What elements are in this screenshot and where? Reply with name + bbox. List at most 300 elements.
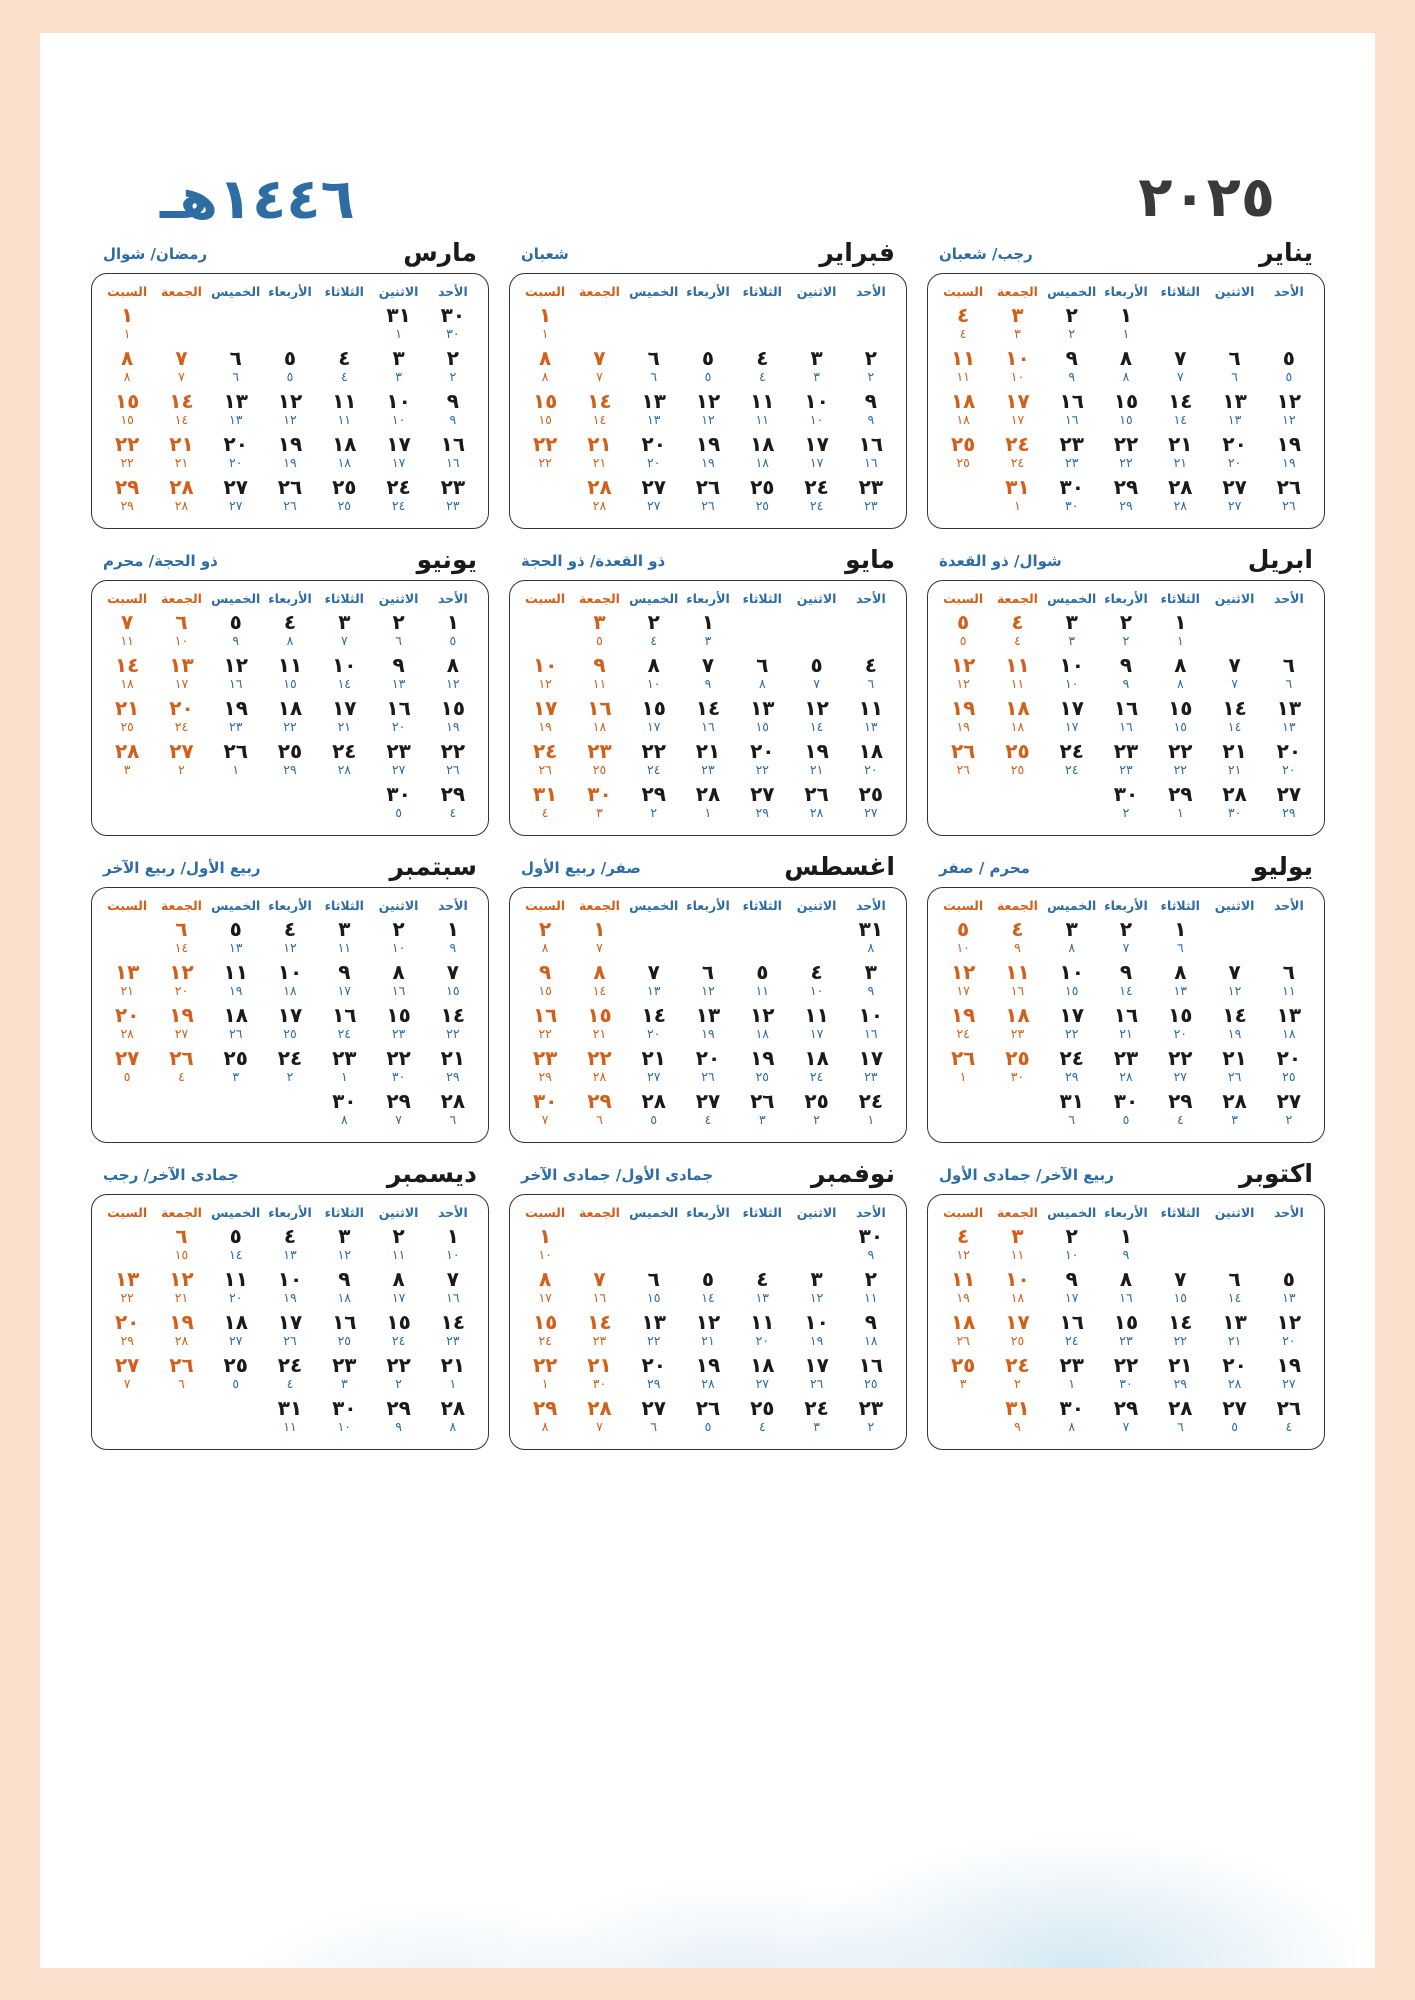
day-cell[interactable] xyxy=(1099,696,1153,739)
day-cell[interactable] xyxy=(735,1003,789,1046)
day-cell[interactable] xyxy=(1262,346,1316,389)
day-cell[interactable] xyxy=(1045,696,1099,739)
day-cell[interactable] xyxy=(990,1310,1044,1353)
day-cell[interactable] xyxy=(1262,1310,1316,1353)
day-cell[interactable] xyxy=(1045,475,1099,518)
day-cell[interactable] xyxy=(1045,960,1099,1003)
day-cell[interactable] xyxy=(844,1396,898,1439)
day-cell[interactable] xyxy=(990,1046,1044,1089)
day-cell[interactable] xyxy=(317,610,371,653)
day-cell[interactable] xyxy=(154,475,208,518)
day-cell[interactable] xyxy=(371,696,425,739)
day-cell[interactable] xyxy=(209,475,263,518)
day-cell[interactable] xyxy=(735,1267,789,1310)
day-cell[interactable] xyxy=(844,917,898,960)
day-cell[interactable] xyxy=(317,389,371,432)
day-cell[interactable] xyxy=(426,782,480,825)
day-cell[interactable] xyxy=(154,1353,208,1396)
day-cell[interactable] xyxy=(518,1003,572,1046)
day-cell[interactable] xyxy=(844,1310,898,1353)
day-cell[interactable] xyxy=(789,696,843,739)
day-cell[interactable] xyxy=(518,917,572,960)
day-cell[interactable] xyxy=(371,346,425,389)
day-cell[interactable] xyxy=(1207,346,1261,389)
day-cell[interactable] xyxy=(627,475,681,518)
day-cell[interactable] xyxy=(936,653,990,696)
day-cell[interactable] xyxy=(154,389,208,432)
day-cell[interactable] xyxy=(936,1046,990,1089)
day-cell[interactable] xyxy=(789,1310,843,1353)
day-cell[interactable] xyxy=(154,653,208,696)
day-cell[interactable] xyxy=(371,1267,425,1310)
day-cell[interactable] xyxy=(317,475,371,518)
day-cell[interactable] xyxy=(1045,346,1099,389)
day-cell[interactable] xyxy=(681,1310,735,1353)
day-cell[interactable] xyxy=(1262,1089,1316,1132)
day-cell[interactable] xyxy=(100,346,154,389)
day-cell[interactable] xyxy=(572,1353,626,1396)
day-cell[interactable] xyxy=(371,1224,425,1267)
day-cell[interactable] xyxy=(1045,1310,1099,1353)
day-cell[interactable] xyxy=(371,1003,425,1046)
day-cell[interactable] xyxy=(681,389,735,432)
day-cell[interactable] xyxy=(371,739,425,782)
day-cell[interactable] xyxy=(681,475,735,518)
day-cell[interactable] xyxy=(426,739,480,782)
day-cell[interactable] xyxy=(317,917,371,960)
day-cell[interactable] xyxy=(371,303,425,346)
day-cell[interactable] xyxy=(936,346,990,389)
day-cell[interactable] xyxy=(735,1353,789,1396)
day-cell[interactable] xyxy=(789,1396,843,1439)
day-cell[interactable] xyxy=(572,960,626,1003)
day-cell[interactable] xyxy=(426,389,480,432)
day-cell[interactable] xyxy=(936,1224,990,1267)
day-cell[interactable] xyxy=(844,739,898,782)
day-cell[interactable] xyxy=(518,653,572,696)
day-cell[interactable] xyxy=(209,696,263,739)
day-cell[interactable] xyxy=(990,1224,1044,1267)
day-cell[interactable] xyxy=(371,1396,425,1439)
day-cell[interactable] xyxy=(1045,739,1099,782)
day-cell[interactable] xyxy=(317,1003,371,1046)
day-cell[interactable] xyxy=(518,389,572,432)
day-cell[interactable] xyxy=(1045,432,1099,475)
day-cell[interactable] xyxy=(426,1224,480,1267)
day-cell[interactable] xyxy=(263,610,317,653)
day-cell[interactable] xyxy=(936,1267,990,1310)
day-cell[interactable] xyxy=(1153,1267,1207,1310)
day-cell[interactable] xyxy=(1045,1089,1099,1132)
day-cell[interactable] xyxy=(681,739,735,782)
day-cell[interactable] xyxy=(789,346,843,389)
day-cell[interactable] xyxy=(936,610,990,653)
day-cell[interactable] xyxy=(681,1267,735,1310)
day-cell[interactable] xyxy=(936,389,990,432)
day-cell[interactable] xyxy=(990,346,1044,389)
day-cell[interactable] xyxy=(426,917,480,960)
day-cell[interactable] xyxy=(317,1267,371,1310)
day-cell[interactable] xyxy=(209,1353,263,1396)
day-cell[interactable] xyxy=(681,610,735,653)
day-cell[interactable] xyxy=(1099,1089,1153,1132)
day-cell[interactable] xyxy=(1153,1089,1207,1132)
day-cell[interactable] xyxy=(263,1046,317,1089)
day-cell[interactable] xyxy=(990,1353,1044,1396)
day-cell[interactable] xyxy=(209,610,263,653)
day-cell[interactable] xyxy=(1099,1224,1153,1267)
day-cell[interactable] xyxy=(518,782,572,825)
day-cell[interactable] xyxy=(154,610,208,653)
day-cell[interactable] xyxy=(1045,610,1099,653)
day-cell[interactable] xyxy=(263,653,317,696)
day-cell[interactable] xyxy=(990,960,1044,1003)
day-cell[interactable] xyxy=(1153,1353,1207,1396)
day-cell[interactable] xyxy=(209,739,263,782)
day-cell[interactable] xyxy=(518,432,572,475)
day-cell[interactable] xyxy=(627,432,681,475)
day-cell[interactable] xyxy=(263,1224,317,1267)
day-cell[interactable] xyxy=(154,432,208,475)
day-cell[interactable] xyxy=(209,432,263,475)
day-cell[interactable] xyxy=(844,1267,898,1310)
day-cell[interactable] xyxy=(263,1310,317,1353)
day-cell[interactable] xyxy=(1153,1046,1207,1089)
day-cell[interactable] xyxy=(317,960,371,1003)
day-cell[interactable] xyxy=(681,1396,735,1439)
day-cell[interactable] xyxy=(317,739,371,782)
day-cell[interactable] xyxy=(263,960,317,1003)
day-cell[interactable] xyxy=(681,1003,735,1046)
day-cell[interactable] xyxy=(789,1353,843,1396)
day-cell[interactable] xyxy=(844,1353,898,1396)
day-cell[interactable] xyxy=(426,475,480,518)
day-cell[interactable] xyxy=(371,960,425,1003)
day-cell[interactable] xyxy=(426,1310,480,1353)
day-cell[interactable] xyxy=(1262,960,1316,1003)
day-cell[interactable] xyxy=(572,1310,626,1353)
day-cell[interactable] xyxy=(735,389,789,432)
day-cell[interactable] xyxy=(209,653,263,696)
day-cell[interactable] xyxy=(371,432,425,475)
day-cell[interactable] xyxy=(1153,610,1207,653)
day-cell[interactable] xyxy=(1099,1310,1153,1353)
day-cell[interactable] xyxy=(426,1046,480,1089)
day-cell[interactable] xyxy=(154,1003,208,1046)
day-cell[interactable] xyxy=(518,303,572,346)
day-cell[interactable] xyxy=(735,1396,789,1439)
day-cell[interactable] xyxy=(1045,389,1099,432)
day-cell[interactable] xyxy=(681,346,735,389)
day-cell[interactable] xyxy=(263,432,317,475)
day-cell[interactable] xyxy=(627,1003,681,1046)
day-cell[interactable] xyxy=(936,917,990,960)
day-cell[interactable] xyxy=(518,346,572,389)
day-cell[interactable] xyxy=(209,1310,263,1353)
day-cell[interactable] xyxy=(1262,389,1316,432)
day-cell[interactable] xyxy=(681,1046,735,1089)
day-cell[interactable] xyxy=(572,432,626,475)
day-cell[interactable] xyxy=(844,1003,898,1046)
day-cell[interactable] xyxy=(572,1089,626,1132)
day-cell[interactable] xyxy=(518,1353,572,1396)
day-cell[interactable] xyxy=(371,1089,425,1132)
day-cell[interactable] xyxy=(1153,1396,1207,1439)
day-cell[interactable] xyxy=(1207,1310,1261,1353)
day-cell[interactable] xyxy=(572,739,626,782)
day-cell[interactable] xyxy=(1207,1046,1261,1089)
day-cell[interactable] xyxy=(426,1089,480,1132)
day-cell[interactable] xyxy=(263,1003,317,1046)
day-cell[interactable] xyxy=(681,960,735,1003)
day-cell[interactable] xyxy=(209,960,263,1003)
day-cell[interactable] xyxy=(518,960,572,1003)
day-cell[interactable] xyxy=(936,1310,990,1353)
day-cell[interactable] xyxy=(426,1003,480,1046)
day-cell[interactable] xyxy=(1099,1046,1153,1089)
day-cell[interactable] xyxy=(518,1310,572,1353)
day-cell[interactable] xyxy=(371,1353,425,1396)
day-cell[interactable] xyxy=(1099,782,1153,825)
day-cell[interactable] xyxy=(100,389,154,432)
day-cell[interactable] xyxy=(1262,696,1316,739)
day-cell[interactable] xyxy=(844,1224,898,1267)
day-cell[interactable] xyxy=(154,739,208,782)
day-cell[interactable] xyxy=(100,432,154,475)
day-cell[interactable] xyxy=(789,960,843,1003)
day-cell[interactable] xyxy=(572,1267,626,1310)
day-cell[interactable] xyxy=(426,960,480,1003)
day-cell[interactable] xyxy=(317,1046,371,1089)
day-cell[interactable] xyxy=(627,1267,681,1310)
day-cell[interactable] xyxy=(1099,346,1153,389)
day-cell[interactable] xyxy=(371,1046,425,1089)
day-cell[interactable] xyxy=(572,1003,626,1046)
day-cell[interactable] xyxy=(627,782,681,825)
day-cell[interactable] xyxy=(1262,1267,1316,1310)
day-cell[interactable] xyxy=(627,1046,681,1089)
day-cell[interactable] xyxy=(844,475,898,518)
day-cell[interactable] xyxy=(936,739,990,782)
day-cell[interactable] xyxy=(1262,782,1316,825)
day-cell[interactable] xyxy=(1207,653,1261,696)
day-cell[interactable] xyxy=(844,346,898,389)
day-cell[interactable] xyxy=(371,610,425,653)
day-cell[interactable] xyxy=(990,1396,1044,1439)
day-cell[interactable] xyxy=(1099,389,1153,432)
day-cell[interactable] xyxy=(100,1267,154,1310)
day-cell[interactable] xyxy=(371,475,425,518)
day-cell[interactable] xyxy=(844,1089,898,1132)
day-cell[interactable] xyxy=(1207,1267,1261,1310)
day-cell[interactable] xyxy=(1207,475,1261,518)
day-cell[interactable] xyxy=(789,1267,843,1310)
day-cell[interactable] xyxy=(1207,1089,1261,1132)
day-cell[interactable] xyxy=(1207,389,1261,432)
day-cell[interactable] xyxy=(1262,739,1316,782)
day-cell[interactable] xyxy=(518,739,572,782)
day-cell[interactable] xyxy=(1099,739,1153,782)
day-cell[interactable] xyxy=(572,917,626,960)
day-cell[interactable] xyxy=(1262,653,1316,696)
day-cell[interactable] xyxy=(735,1310,789,1353)
day-cell[interactable] xyxy=(154,1046,208,1089)
day-cell[interactable] xyxy=(990,610,1044,653)
day-cell[interactable] xyxy=(735,782,789,825)
day-cell[interactable] xyxy=(627,346,681,389)
day-cell[interactable] xyxy=(1262,432,1316,475)
day-cell[interactable] xyxy=(1045,303,1099,346)
day-cell[interactable] xyxy=(1099,960,1153,1003)
day-cell[interactable] xyxy=(789,782,843,825)
day-cell[interactable] xyxy=(1262,475,1316,518)
day-cell[interactable] xyxy=(1099,1267,1153,1310)
day-cell[interactable] xyxy=(1153,389,1207,432)
day-cell[interactable] xyxy=(100,303,154,346)
day-cell[interactable] xyxy=(844,1046,898,1089)
day-cell[interactable] xyxy=(627,653,681,696)
day-cell[interactable] xyxy=(426,432,480,475)
day-cell[interactable] xyxy=(317,1089,371,1132)
day-cell[interactable] xyxy=(209,1046,263,1089)
day-cell[interactable] xyxy=(1099,610,1153,653)
day-cell[interactable] xyxy=(1207,782,1261,825)
day-cell[interactable] xyxy=(844,389,898,432)
day-cell[interactable] xyxy=(1099,303,1153,346)
day-cell[interactable] xyxy=(627,1089,681,1132)
day-cell[interactable] xyxy=(789,389,843,432)
day-cell[interactable] xyxy=(263,1353,317,1396)
day-cell[interactable] xyxy=(518,1089,572,1132)
day-cell[interactable] xyxy=(936,1003,990,1046)
day-cell[interactable] xyxy=(735,960,789,1003)
day-cell[interactable] xyxy=(681,653,735,696)
day-cell[interactable] xyxy=(1207,1003,1261,1046)
day-cell[interactable] xyxy=(209,346,263,389)
day-cell[interactable] xyxy=(844,432,898,475)
day-cell[interactable] xyxy=(209,1267,263,1310)
day-cell[interactable] xyxy=(100,1310,154,1353)
day-cell[interactable] xyxy=(681,1353,735,1396)
day-cell[interactable] xyxy=(936,696,990,739)
day-cell[interactable] xyxy=(1207,696,1261,739)
day-cell[interactable] xyxy=(518,696,572,739)
day-cell[interactable] xyxy=(1262,1003,1316,1046)
day-cell[interactable] xyxy=(154,917,208,960)
day-cell[interactable] xyxy=(1207,960,1261,1003)
day-cell[interactable] xyxy=(627,1310,681,1353)
day-cell[interactable] xyxy=(263,475,317,518)
day-cell[interactable] xyxy=(1099,432,1153,475)
day-cell[interactable] xyxy=(735,1089,789,1132)
day-cell[interactable] xyxy=(627,389,681,432)
day-cell[interactable] xyxy=(1099,917,1153,960)
day-cell[interactable] xyxy=(154,1267,208,1310)
day-cell[interactable] xyxy=(209,917,263,960)
day-cell[interactable] xyxy=(1153,653,1207,696)
day-cell[interactable] xyxy=(1099,1396,1153,1439)
day-cell[interactable] xyxy=(1262,1353,1316,1396)
day-cell[interactable] xyxy=(426,1396,480,1439)
day-cell[interactable] xyxy=(263,696,317,739)
day-cell[interactable] xyxy=(789,653,843,696)
day-cell[interactable] xyxy=(572,389,626,432)
day-cell[interactable] xyxy=(1099,1003,1153,1046)
day-cell[interactable] xyxy=(1099,475,1153,518)
day-cell[interactable] xyxy=(1099,653,1153,696)
day-cell[interactable] xyxy=(1207,1353,1261,1396)
day-cell[interactable] xyxy=(263,1396,317,1439)
day-cell[interactable] xyxy=(681,432,735,475)
day-cell[interactable] xyxy=(627,696,681,739)
day-cell[interactable] xyxy=(317,1224,371,1267)
day-cell[interactable] xyxy=(1045,1003,1099,1046)
day-cell[interactable] xyxy=(371,782,425,825)
day-cell[interactable] xyxy=(1153,475,1207,518)
day-cell[interactable] xyxy=(627,1396,681,1439)
day-cell[interactable] xyxy=(1045,1396,1099,1439)
day-cell[interactable] xyxy=(936,432,990,475)
day-cell[interactable] xyxy=(317,653,371,696)
day-cell[interactable] xyxy=(426,1353,480,1396)
day-cell[interactable] xyxy=(154,1224,208,1267)
day-cell[interactable] xyxy=(681,782,735,825)
day-cell[interactable] xyxy=(209,1224,263,1267)
day-cell[interactable] xyxy=(1153,432,1207,475)
day-cell[interactable] xyxy=(1045,1046,1099,1089)
day-cell[interactable] xyxy=(1153,782,1207,825)
day-cell[interactable] xyxy=(426,1267,480,1310)
day-cell[interactable] xyxy=(209,1003,263,1046)
day-cell[interactable] xyxy=(317,346,371,389)
day-cell[interactable] xyxy=(789,475,843,518)
day-cell[interactable] xyxy=(1207,432,1261,475)
day-cell[interactable] xyxy=(990,653,1044,696)
day-cell[interactable] xyxy=(572,475,626,518)
day-cell[interactable] xyxy=(1045,1353,1099,1396)
day-cell[interactable] xyxy=(100,739,154,782)
day-cell[interactable] xyxy=(317,1396,371,1439)
day-cell[interactable] xyxy=(1153,1003,1207,1046)
day-cell[interactable] xyxy=(789,432,843,475)
day-cell[interactable] xyxy=(100,475,154,518)
day-cell[interactable] xyxy=(154,346,208,389)
day-cell[interactable] xyxy=(990,475,1044,518)
day-cell[interactable] xyxy=(1153,696,1207,739)
day-cell[interactable] xyxy=(426,696,480,739)
day-cell[interactable] xyxy=(426,303,480,346)
day-cell[interactable] xyxy=(681,1089,735,1132)
day-cell[interactable] xyxy=(371,1310,425,1353)
day-cell[interactable] xyxy=(936,960,990,1003)
day-cell[interactable] xyxy=(572,1396,626,1439)
day-cell[interactable] xyxy=(1207,739,1261,782)
day-cell[interactable] xyxy=(1099,1353,1153,1396)
day-cell[interactable] xyxy=(100,960,154,1003)
day-cell[interactable] xyxy=(263,739,317,782)
day-cell[interactable] xyxy=(572,1046,626,1089)
day-cell[interactable] xyxy=(735,475,789,518)
day-cell[interactable] xyxy=(426,346,480,389)
day-cell[interactable] xyxy=(735,653,789,696)
day-cell[interactable] xyxy=(735,696,789,739)
day-cell[interactable] xyxy=(844,960,898,1003)
day-cell[interactable] xyxy=(735,346,789,389)
day-cell[interactable] xyxy=(154,696,208,739)
day-cell[interactable] xyxy=(1045,1224,1099,1267)
day-cell[interactable] xyxy=(1153,1310,1207,1353)
day-cell[interactable] xyxy=(627,739,681,782)
